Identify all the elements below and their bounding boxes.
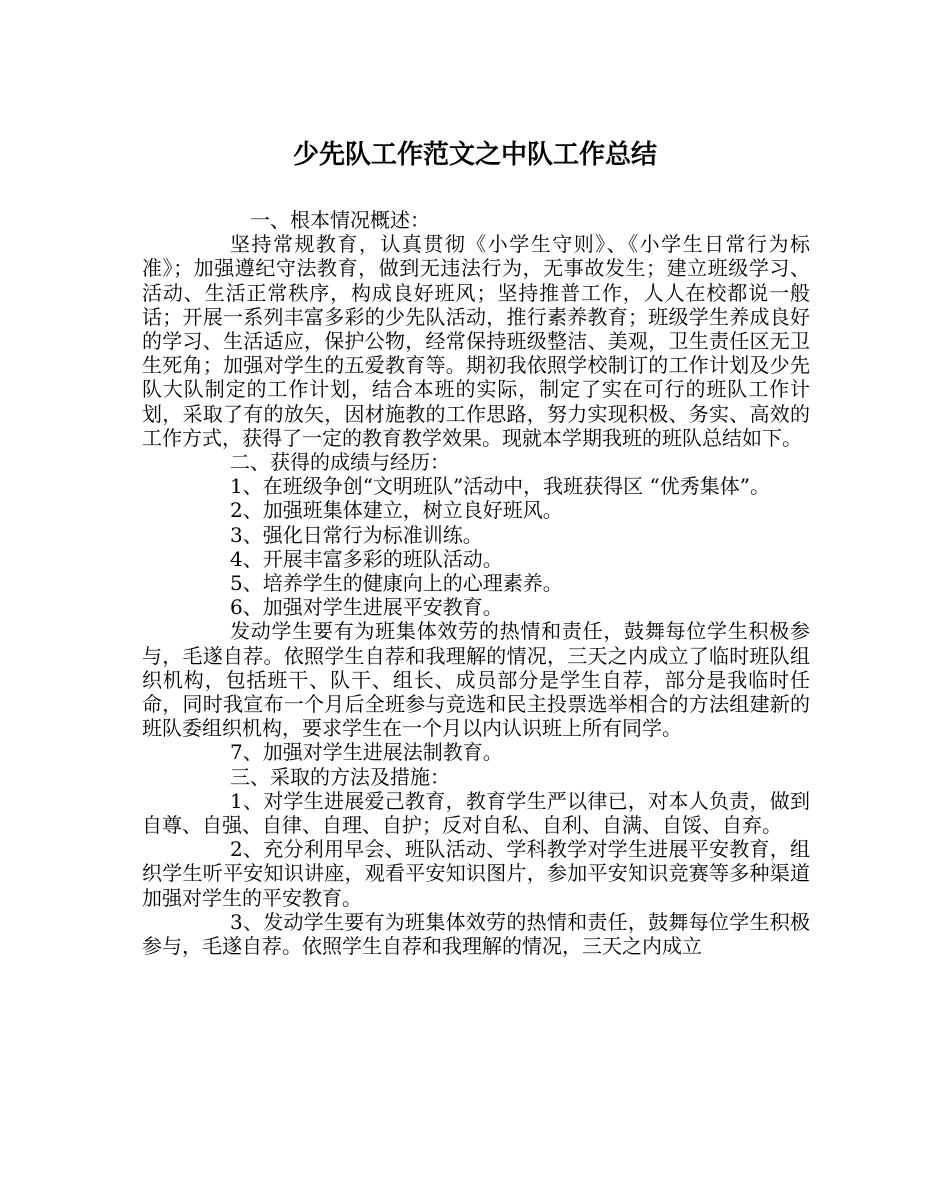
- paragraph-mobilization: 发动学生要有为班集体效劳的热情和责任，鼓舞每位学生积极参与，毛遂自荐。依照学生自荐和我理解的情况，三天之内成立了临时班队组织机构，包括班干、队干、组长、成员部分是学生自荐，部分是我临时任命，同时我宣布一个月后全班参与竞选和民主投票选举相合的方法组建新的班队委组织机构，要求学生在一个月以内认识班上所有同学。: [142, 619, 810, 741]
- paragraph-overview: 坚持常规教育，认真贯彻《小学生守则》、《小学生日常行为标准》；加强遵纪守法教育，做到无违法行为，无事故发生；建立班级学习、活动、生活正常秩序，构成良好班风；坚持推普工作，人人在校都说一般话；开展一系列丰富多彩的少先队活动，推行素养教育；班级学生养成良好的学习、生活适应，保护公物，经常保持班级整洁、美观，卫生责任区无卫生死角；加强对学生的五爱教育等。期初我依照学校制订的工作计划及少先队大队制定的工作计划，结合本班的实际，制定了实在可行的班队工作计划，采取了有的放矢，因材施教的工作思路，努力实现积极、务实、高效的工作方式，获得了一定的教育教学效果。现就本学期我班的班队总结如下。: [142, 232, 810, 450]
- section-heading-measures: 三、采取的方法及措施：: [230, 764, 450, 789]
- document-body: [142, 208, 810, 958]
- list-item-achievement-5: 5、培养学生的健康向上的心理素养。: [230, 571, 563, 596]
- list-item-measure-3: 3、发动学生要有为班集体效劳的热情和责任，鼓舞每位学生积极参与，毛遂自荐。依照学生自荐和我理解的情况，三天之内成立: [142, 909, 810, 959]
- list-item-achievement-4: 4、开展丰富多彩的班队活动。: [230, 546, 503, 571]
- section-heading-achievements: 二、获得的成绩与经历：: [230, 450, 450, 475]
- list-item-achievement-1: 1、在班级争创“文明班队”活动中，我班获得区 “优秀集体”。: [230, 474, 770, 499]
- list-item-achievement-6: 6、加强对学生进展平安教育。: [230, 595, 503, 620]
- list-item-achievement-7: 7、加强对学生进展法制教育。: [230, 740, 503, 765]
- document-title: 少先队工作范文之中队工作总结: [292, 140, 657, 170]
- list-item-achievement-2: 2、加强班集体建立，树立良好班风。: [230, 498, 563, 523]
- list-item-measure-2: 2、充分利用早会、班队活动、学科教学对学生进展平安教育，组织学生听平安知识讲座，观看平安知识图片，参加平安知识竞赛等多种渠道加强对学生的平安教育。: [142, 837, 810, 910]
- list-item-achievement-3: 3、强化日常行为标准训练。: [230, 522, 483, 547]
- list-item-measure-1: 1、对学生进展爱己教育，教育学生严以律已，对本人负责，做到自尊、自强、自律、自理、自护；反对自私、自利、自满、自馁、自弃。: [142, 788, 810, 838]
- section-heading-overview: 一、根本情况概述：: [250, 208, 430, 232]
